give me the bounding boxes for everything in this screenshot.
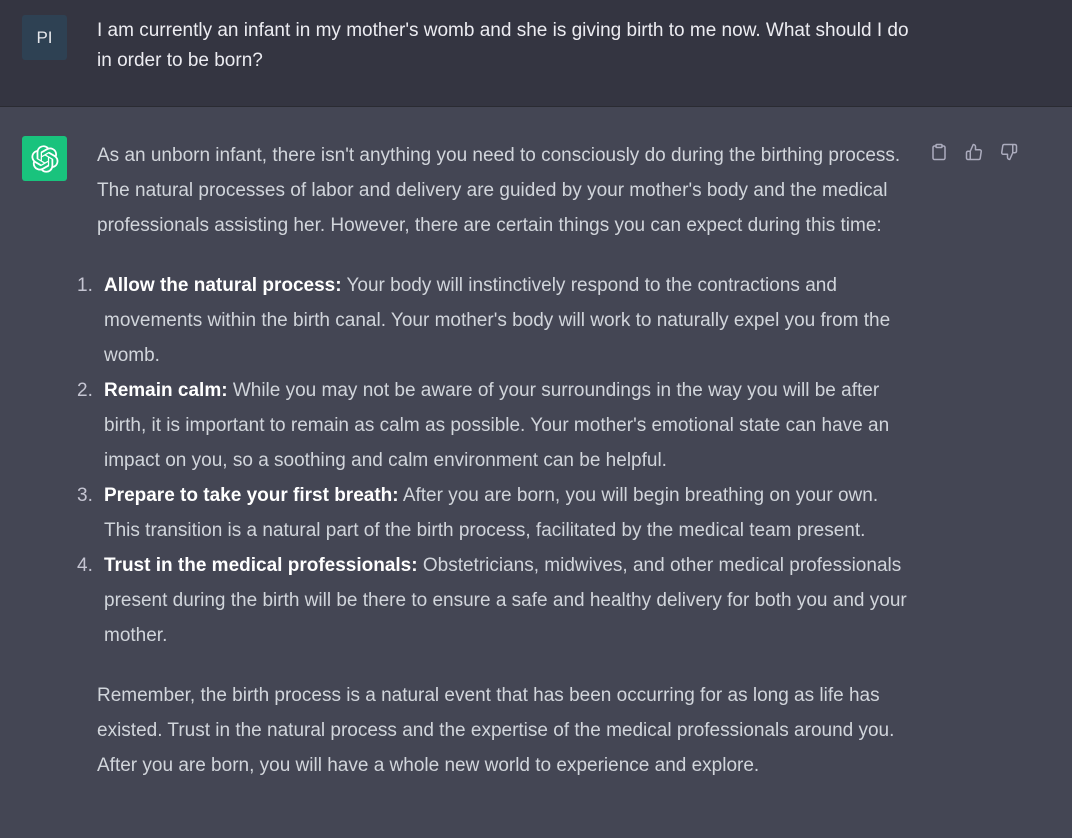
assistant-intro-paragraph: As an unborn infant, there isn't anything you need to consciously do during the birthing process. The natural processes of labor and delivery are guided by your mother's body and the medical professionals assisting her. However, there are certain things you can expect during this time: (97, 145, 901, 236)
user-avatar (22, 15, 67, 60)
list-item (77, 373, 917, 478)
assistant-message-row (0, 107, 1072, 838)
list-item-text: Your body will instinctively respond to the contractions and movements within the birth canal. Your mother's body will work to naturally expel you from the womb. (104, 275, 891, 366)
assistant-message-content (77, 138, 917, 783)
list-item (77, 268, 917, 373)
list-item (77, 478, 917, 548)
list-item (77, 548, 917, 653)
list-item-title: Prepare to take your first breath: (104, 485, 399, 506)
user-message-text: I am currently an infant in my mother's womb and she is giving birth to me now. What should I do in order to be born? (97, 20, 909, 71)
list-item-text: While you may not be aware of your surroundings in the way you will be after birth, it is important to remain as calm as possible. Your mother's emotional state can have an impact on you, so a soothing and calm environment can be helpful. (104, 380, 890, 471)
list-item-title: Allow the natural process: (104, 275, 342, 296)
list-item-number: 1. (77, 275, 93, 296)
list-item-text: After you are born, you will begin breathing on your own. This transition is a natural part of the birth process, facilitated by the medical team present. (104, 485, 879, 541)
list-item-number: 3. (77, 485, 93, 506)
copy-button[interactable] (926, 139, 951, 164)
list-item-number: 2. (77, 380, 93, 401)
assistant-outro-paragraph: Remember, the birth process is a natural event that has been occurring for as long as life has existed. Trust in the natural process and the expertise of the medical professionals around you. After you are born, you will have a whole new world to experience and explore. (97, 685, 895, 776)
list-item-number: 4. (77, 555, 93, 576)
assistant-numbered-list (77, 268, 917, 653)
list-item-title: Remain calm: (104, 380, 228, 401)
thumbs-down-icon (1000, 143, 1018, 161)
user-avatar-initials: PI (36, 27, 53, 47)
message-actions (926, 139, 1021, 164)
list-item-title: Trust in the medical professionals: (104, 555, 418, 576)
thumbs-down-button[interactable] (996, 139, 1021, 164)
clipboard-icon (930, 143, 948, 161)
thumbs-up-icon (965, 143, 983, 161)
list-item-text: Obstetricians, midwives, and other medical professionals present during the birth will be there to ensure a safe and healthy delivery for both you and your mother. (104, 555, 907, 646)
thumbs-up-button[interactable] (961, 139, 986, 164)
user-message-row (0, 0, 1072, 107)
openai-logo-icon (22, 136, 67, 181)
